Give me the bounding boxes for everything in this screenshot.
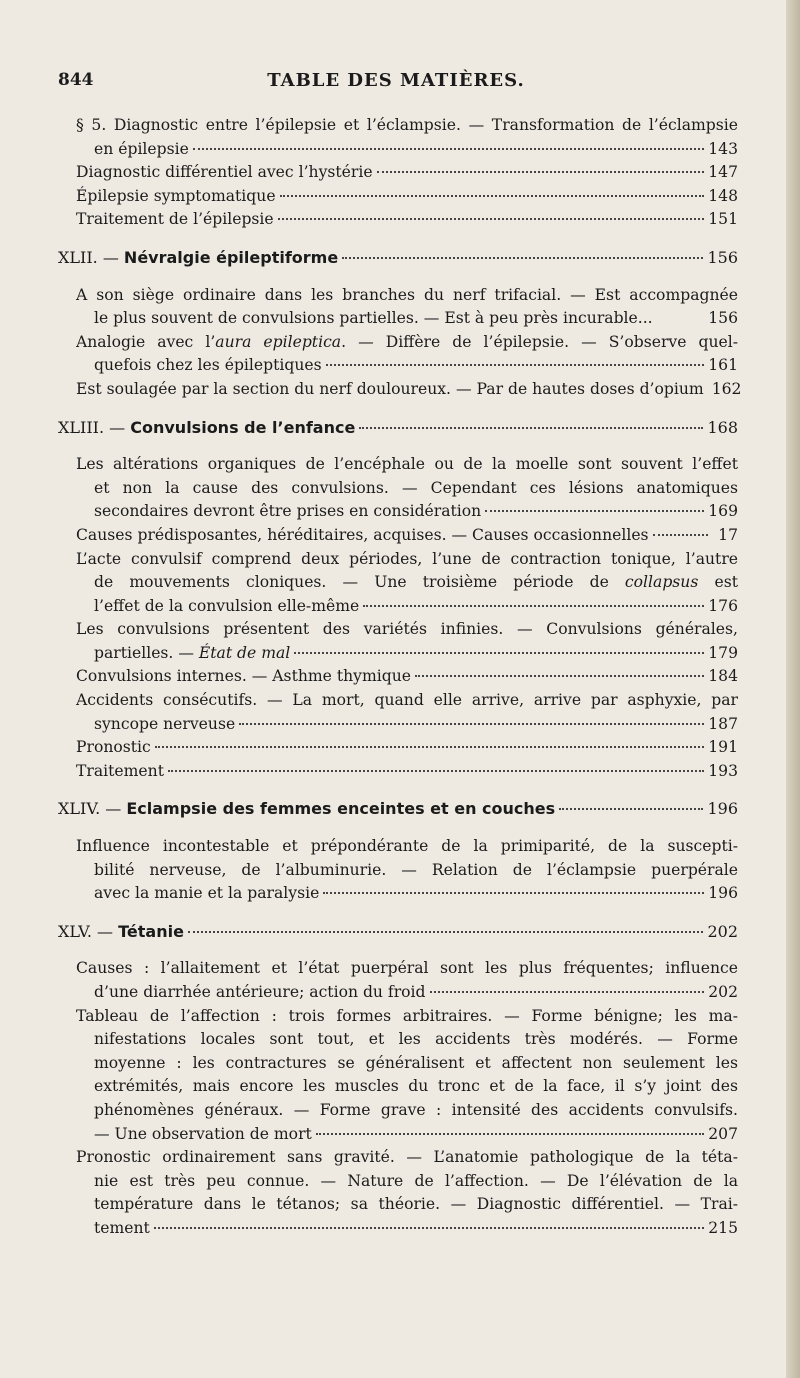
entry-text: moyenne : les contractures se généralisent et affectent non seulement les xyxy=(94,1053,738,1072)
dot-leader xyxy=(239,723,704,725)
dot-leader xyxy=(323,892,704,894)
dot-leader xyxy=(326,364,705,366)
entry-text: phénomènes généraux. — Forme grave : intensité des accidents convulsifs. xyxy=(94,1100,738,1119)
toc-entry xyxy=(58,1217,738,1241)
chapter-title: Eclampsie des femmes enceintes et en couches xyxy=(126,799,556,819)
toc-entry xyxy=(58,208,738,232)
page-edge xyxy=(786,0,800,1378)
entry-text: l’effet de la convulsion elle-même xyxy=(94,596,360,615)
entry-text: Pronostic ordinairement sans gravité. — L’anatomie pathologique de la téta- xyxy=(76,1148,738,1167)
entry-line xyxy=(58,477,738,501)
chapter-title: Névralgie épileptiforme xyxy=(123,247,339,267)
dot-leader xyxy=(316,1133,704,1135)
page-ref: 17 xyxy=(718,525,738,544)
toc-entry xyxy=(58,595,738,619)
dot-leader xyxy=(430,991,705,993)
chapter-number: XLIII. — xyxy=(58,417,126,437)
toc-entry xyxy=(58,882,738,906)
chapter-number: XLV. — xyxy=(58,921,114,941)
chapter-title: Tétanie xyxy=(118,921,184,941)
entry-text: Traitement xyxy=(76,761,164,780)
toc-entry xyxy=(58,713,738,737)
entry-line xyxy=(58,618,738,642)
entry-text: nifestations locales sont tout, et les accidents très modérés. — Forme xyxy=(94,1030,738,1049)
entry-text: le plus souvent de convulsions partielles. — Est à peu près incurable... xyxy=(94,309,653,328)
entry-text: Influence incontestable et prépondérante de la primiparité, de la suscepti- xyxy=(76,837,738,856)
dot-leader xyxy=(154,1227,704,1229)
page-ref: 143 xyxy=(708,139,738,158)
dot-leader xyxy=(342,257,703,259)
page-ref: 148 xyxy=(708,186,738,205)
section-gap xyxy=(58,821,738,835)
page-ref: 147 xyxy=(708,163,738,182)
entry-text: Diagnostic différentiel avec l’hystérie xyxy=(76,163,373,182)
entry-line xyxy=(58,1075,738,1099)
toc-entry xyxy=(58,665,738,689)
dot-leader xyxy=(294,652,704,654)
section-gap xyxy=(58,783,738,797)
entry-line xyxy=(58,835,738,859)
chapter-title: Convulsions de l’enfance xyxy=(130,417,356,437)
toc-entry xyxy=(58,354,738,378)
page-number: 844 xyxy=(58,70,94,90)
page-ref: 191 xyxy=(708,738,738,757)
entry-line xyxy=(58,571,738,595)
page-ref: 179 xyxy=(708,643,738,662)
entry-text: Traitement de l’épilepsie xyxy=(76,210,274,229)
toc-entry xyxy=(58,736,738,760)
chapter-number: XLIV. — xyxy=(58,799,122,819)
entry-line xyxy=(58,1099,738,1123)
entry-text: — Une observation de mort xyxy=(94,1124,312,1143)
page-ref: 176 xyxy=(708,596,738,615)
entry-text: Les altérations organiques de l’encéphale ou de la moelle sont souvent l’effet xyxy=(76,455,738,474)
page-ref: 162 xyxy=(711,379,742,398)
chapter-heading xyxy=(58,920,738,944)
entry-text: tement xyxy=(94,1218,150,1237)
entry-text: extrémités, mais encore les muscles du tronc et de la face, il s’y joint des xyxy=(94,1077,738,1096)
chapter-heading xyxy=(58,246,738,270)
dot-leader xyxy=(485,510,704,512)
dot-leader xyxy=(559,808,703,810)
toc-entry xyxy=(58,378,742,402)
entry-text: avec la manie et la paralysie xyxy=(94,884,320,903)
dot-leader xyxy=(193,148,704,150)
entry-text: en épilepsie xyxy=(94,139,189,158)
entry-text: Causes : l’allaitement et l’état puerpéral sont les plus fréquentes; influence xyxy=(76,959,738,978)
page-ref: 161 xyxy=(708,356,738,375)
table-of-contents xyxy=(58,114,742,1241)
toc-entry xyxy=(58,138,738,162)
running-title: TABLE DES MATIÈRES. xyxy=(267,70,525,91)
toc-entry xyxy=(58,524,738,548)
entry-text: nie est très peu connue. — Nature de l’affection. — De l’élévation de la xyxy=(94,1171,738,1190)
entry-text: § 5. Diagnostic entre l’épilepsie et l’éclampsie. — Transformation de l’éclampsie xyxy=(76,116,738,134)
section-gap xyxy=(58,943,738,957)
entry-line xyxy=(58,548,738,572)
toc-entry xyxy=(58,185,738,209)
dot-leader xyxy=(415,675,704,677)
entry-text: de mouvements cloniques. — Une troisième période de collapsus est xyxy=(94,573,738,592)
entry-text: et non la cause des convulsions. — Cependant ces lésions anatomiques xyxy=(94,478,738,497)
entry-line xyxy=(58,957,738,981)
page-ref: 193 xyxy=(708,761,738,780)
toc-entry xyxy=(58,1123,738,1147)
chapter-heading xyxy=(58,416,738,440)
dot-leader xyxy=(280,195,705,197)
entry-text: Causes prédisposantes, héréditaires, acquises. — Causes occasionnelles xyxy=(76,525,649,544)
page-ref: 169 xyxy=(708,502,738,521)
entry-text: Analogie avec l’aura epileptica. — Diffère de l’épilepsie. — S’observe quel- xyxy=(76,332,738,351)
toc-entry xyxy=(58,307,738,331)
page-ref: 156 xyxy=(708,309,738,328)
dot-leader xyxy=(278,218,705,220)
page-header xyxy=(58,70,734,100)
dot-leader xyxy=(359,427,703,429)
entry-line xyxy=(58,1146,738,1170)
page-ref: 202 xyxy=(707,921,738,941)
toc-entry xyxy=(58,760,738,784)
page-ref: 184 xyxy=(708,667,738,686)
entry-text: Tableau de l’affection : trois formes arbitraires. — Forme bénigne; les ma- xyxy=(76,1006,738,1025)
entry-text: Pronostic xyxy=(76,738,151,757)
entry-text: Est soulagée par la section du nerf douloureux. — Par de hautes doses d’opium xyxy=(76,379,704,398)
page-ref: 196 xyxy=(708,884,738,903)
chapter-number: XLII. — xyxy=(58,247,119,267)
dot-leader xyxy=(377,171,705,173)
section-gap xyxy=(58,232,738,246)
entry-text: d’une diarrhée antérieure; action du froid xyxy=(94,983,426,1001)
toc-entry xyxy=(58,642,738,666)
page-ref: 207 xyxy=(708,1124,738,1143)
page-ref: 168 xyxy=(707,417,738,437)
entry-line xyxy=(58,1193,738,1217)
page-ref: 196 xyxy=(707,799,738,819)
entry-text: A son siège ordinaire dans les branches du nerf trifacial. — Est accompagnée xyxy=(76,285,738,304)
section-gap xyxy=(58,439,738,453)
entry-line xyxy=(58,1028,738,1052)
toc-entry xyxy=(58,500,738,524)
section-gap xyxy=(58,906,738,920)
entry-text: Les convulsions présentent des variétés infinies. — Convulsions générales, xyxy=(76,620,738,639)
entry-text: Épilepsie symptomatique xyxy=(76,186,276,205)
entry-line xyxy=(58,1170,738,1194)
entry-line xyxy=(58,331,738,355)
page-ref: 151 xyxy=(708,210,738,229)
entry-line xyxy=(58,1005,738,1029)
section-gap xyxy=(58,270,738,284)
entry-text: Convulsions internes. — Asthme thymique xyxy=(76,667,411,686)
entry-text: secondaires devront être prises en considération xyxy=(94,502,482,521)
dot-leader xyxy=(363,605,704,607)
entry-line xyxy=(58,1052,738,1076)
entry-line xyxy=(58,114,738,138)
page-ref: 156 xyxy=(707,247,738,267)
entry-text: syncope nerveuse xyxy=(94,714,236,733)
entry-line xyxy=(58,453,738,477)
page-ref: 202 xyxy=(708,983,738,1001)
dot-leader xyxy=(155,746,704,748)
page-ref: 215 xyxy=(708,1218,738,1237)
entry-text: température dans le tétanos; sa théorie. — Diagnostic différentiel. — Trai- xyxy=(94,1195,738,1214)
dot-leader xyxy=(653,534,708,536)
toc-entry xyxy=(58,981,738,1005)
entry-text: L’acte convulsif comprend deux périodes, l’une de contraction tonique, l’autre xyxy=(76,549,738,568)
entry-text: Accidents consécutifs. — La mort, quand elle arrive, arrive par asphyxie, par xyxy=(76,691,738,710)
dot-leader xyxy=(188,931,704,933)
chapter-heading xyxy=(58,797,738,821)
page-ref: 187 xyxy=(708,714,738,733)
entry-line xyxy=(58,859,738,883)
entry-text: partielles. — État de mal xyxy=(94,643,291,662)
entry-text: bilité nerveuse, de l’albuminurie. — Relation de l’éclampsie puerpérale xyxy=(94,860,738,879)
entry-line xyxy=(58,689,738,713)
section-gap xyxy=(58,402,738,416)
entry-line xyxy=(58,284,738,308)
entry-text: quefois chez les épileptiques xyxy=(94,356,322,375)
dot-leader xyxy=(168,770,704,772)
toc-entry xyxy=(58,161,738,185)
